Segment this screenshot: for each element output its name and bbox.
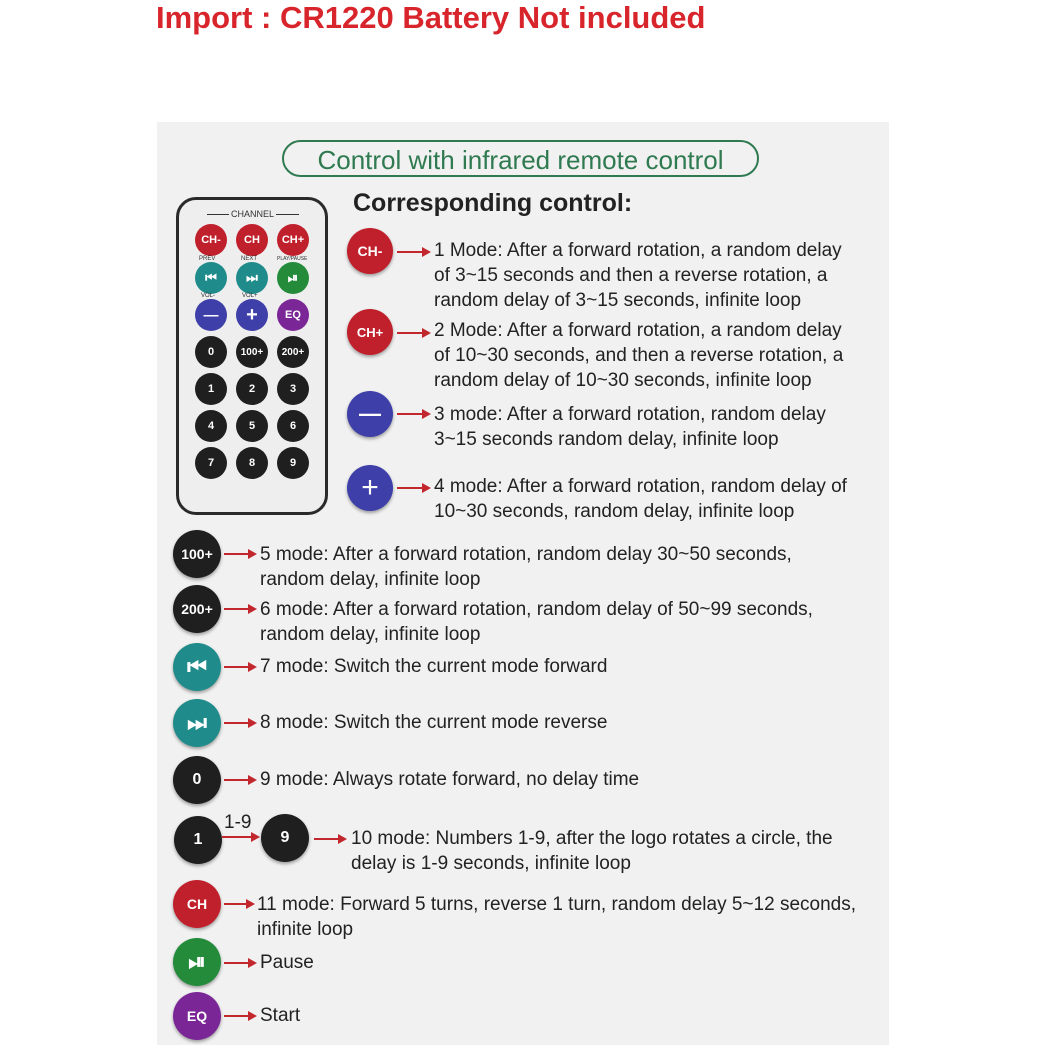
arrow xyxy=(314,838,345,840)
arrow xyxy=(397,332,429,334)
zero-button: 0 xyxy=(173,756,221,804)
mode-5-description: 5 mode: After a forward rotation, random delay 30~50 seconds, random delay, infinite loop xyxy=(260,544,792,590)
mode-1-description: 1 Mode: After a forward rotation, a random delay of 3~15 seconds and then a reverse rotation, a random delay of 3~15 seconds, infinite loop xyxy=(434,240,842,311)
remote-next-icon: ⏭ xyxy=(236,262,268,294)
remote-200-button: 200+ xyxy=(277,336,309,368)
remote-play-pause-icon: ⏯ xyxy=(277,262,309,294)
remote-6-button: 6 xyxy=(277,410,309,442)
arrow xyxy=(224,553,255,555)
play-pause-label: PLAY/PAUSE xyxy=(277,256,308,262)
remote-100-button: 100+ xyxy=(236,336,268,368)
section-heading: Control with infrared remote control xyxy=(282,140,759,177)
mode-3-description: 3 mode: After a forward rotation, random delay 3~15 seconds random delay, infinite loop xyxy=(434,404,826,450)
arrow xyxy=(224,608,255,610)
ch-plus-button: CH+ xyxy=(347,309,393,355)
eq-button: EQ xyxy=(173,992,221,1040)
arrow xyxy=(224,1015,255,1017)
remote-minus-icon: — xyxy=(195,299,227,331)
next-icon: ⏭ xyxy=(173,699,221,747)
arrow xyxy=(397,251,429,253)
one-button: 1 xyxy=(174,816,222,864)
remote-4-button: 4 xyxy=(195,410,227,442)
remote-ch-minus-button: CH- xyxy=(195,224,227,256)
mode-2-description: 2 Mode: After a forward rotation, a random delay of 10~30 seconds, and then a reverse rotation, a random delay of 10~30 seconds, infinite loop xyxy=(434,320,844,391)
100-plus-button: 100+ xyxy=(173,530,221,578)
remote-1-button: 1 xyxy=(195,373,227,405)
arrow xyxy=(224,722,255,724)
vol-plus-label: VOL+ xyxy=(242,293,258,299)
ch-button: CH xyxy=(173,880,221,928)
minus-icon: — xyxy=(347,391,393,437)
mode-4-description: 4 mode: After a forward rotation, random delay of 10~30 seconds, random delay, infinite loop xyxy=(434,476,847,522)
200-plus-button: 200+ xyxy=(173,585,221,633)
remote-plus-icon: + xyxy=(236,299,268,331)
remote-prev-icon: ⏮ xyxy=(195,262,227,294)
channel-label: CHANNEL xyxy=(231,209,275,219)
remote-ch-button: CH xyxy=(236,224,268,256)
arrow xyxy=(397,413,429,415)
arrow xyxy=(224,903,253,905)
start-description: Start xyxy=(260,1005,301,1026)
remote-5-button: 5 xyxy=(236,410,268,442)
prev-label: PREV xyxy=(199,256,216,262)
mode-10-description: 10 mode: Numbers 1-9, after the logo rotates a circle, the delay is 1-9 seconds, infinite loop xyxy=(351,828,833,874)
remote-control-image xyxy=(176,197,328,515)
range-arrow xyxy=(222,836,258,838)
remote-ch-plus-button: CH+ xyxy=(277,224,309,256)
remote-8-button: 8 xyxy=(236,447,268,479)
arrow xyxy=(224,666,255,668)
range-label: 1-9 xyxy=(224,812,252,833)
remote-eq-button: EQ xyxy=(277,299,309,331)
remote-2-button: 2 xyxy=(236,373,268,405)
battery-notice: Import : CR1220 Battery Not included xyxy=(156,0,706,35)
subheading: Corresponding control: xyxy=(353,189,633,217)
play-pause-icon: ⏯ xyxy=(173,938,221,986)
pause-description: Pause xyxy=(260,952,314,973)
mode-9-description: 9 mode: Always rotate forward, no delay time xyxy=(260,769,640,790)
previous-icon: ⏮ xyxy=(173,643,221,691)
remote-3-button: 3 xyxy=(277,373,309,405)
remote-7-button: 7 xyxy=(195,447,227,479)
nine-button: 9 xyxy=(261,814,309,862)
next-label: NEXT xyxy=(241,256,258,262)
mode-8-description: 8 mode: Switch the current mode reverse xyxy=(260,712,608,733)
mode-7-description: 7 mode: Switch the current mode forward xyxy=(260,656,608,677)
remote-0-button: 0 xyxy=(195,336,227,368)
arrow xyxy=(397,487,429,489)
mode-11-description: 11 mode: Forward 5 turns, reverse 1 turn, random delay 5~12 seconds, infinite loop xyxy=(257,894,856,940)
remote-9-button: 9 xyxy=(277,447,309,479)
mode-6-description: 6 mode: After a forward rotation, random delay of 50~99 seconds, random delay, infinite loop xyxy=(260,599,813,645)
vol-minus-label: VOL- xyxy=(201,293,216,299)
plus-icon: + xyxy=(347,465,393,511)
arrow xyxy=(224,779,255,781)
arrow xyxy=(224,962,255,964)
ch-minus-button: CH- xyxy=(347,228,393,274)
